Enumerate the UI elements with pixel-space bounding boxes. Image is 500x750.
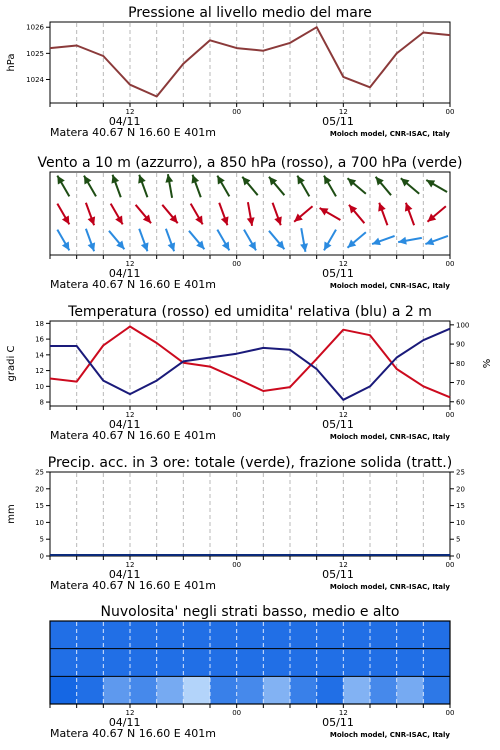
x-tick-label: 12 <box>338 561 348 569</box>
y-tick-label: 16 <box>35 335 44 344</box>
cloud-cell <box>397 621 424 649</box>
wind-arrow <box>111 204 123 225</box>
wind-arrow <box>347 232 365 247</box>
cloud-cell <box>210 649 237 677</box>
x-tick-label: 12 <box>338 260 348 268</box>
wind-arrow <box>57 230 69 251</box>
wind-arrow <box>269 231 284 249</box>
wind-arrow <box>217 176 229 197</box>
y-tick-label: 14 <box>35 351 44 360</box>
wind-arrow <box>109 231 124 249</box>
wind-arrow-head <box>300 243 308 252</box>
wind-arrow <box>244 230 256 251</box>
date-label: 05/11 <box>322 568 354 581</box>
wind-arrow <box>217 230 229 251</box>
wind-arrow <box>191 204 203 225</box>
cloud-cell <box>183 676 210 704</box>
y-tick-label: 1026 <box>26 23 44 32</box>
wind-arrow <box>300 228 308 252</box>
wind-arrow <box>189 231 204 249</box>
wind-arrow <box>347 178 365 193</box>
wind-arrow <box>269 177 284 195</box>
model-credit: Moloch model, CNR-ISAC, Italy <box>329 731 450 739</box>
panel-title: Precip. acc. in 3 ore: totale (verde), frazione solida (tratt.) <box>47 455 453 471</box>
cloud-cell <box>263 649 290 677</box>
humidity-series-line <box>50 329 450 400</box>
wind-arrow <box>86 229 95 252</box>
cloud-cell <box>183 649 210 677</box>
cloud-cell <box>263 621 290 649</box>
x-tick-label: 12 <box>338 411 348 419</box>
date-label: 05/11 <box>322 267 354 280</box>
cloud-cell <box>343 621 370 649</box>
wind-arrow <box>376 177 391 195</box>
x-tick-label: 00 <box>445 709 455 717</box>
x-tick-label: 00 <box>232 108 242 116</box>
cloud-cell <box>103 649 130 677</box>
panel-title: Temperatura (rosso) ed umidita' relativa (blu) a 2 m <box>68 304 432 320</box>
x-tick-label: 00 <box>445 411 455 419</box>
y-axis-label: mm <box>6 504 17 524</box>
cloud-cell <box>157 621 184 649</box>
y-tick-label-right: 20 <box>456 485 465 494</box>
y-tick-label-right: 70 <box>456 379 465 388</box>
wind-arrow <box>136 205 151 223</box>
panel-1 <box>6 5 454 139</box>
panel-2 <box>37 155 462 291</box>
x-tick-label: 00 <box>232 260 242 268</box>
panel-title: Nuvolosita' negli strati basso, medio e alto <box>100 604 400 620</box>
wind-arrow <box>165 174 173 198</box>
y-tick-label-right: 10 <box>456 518 465 527</box>
cloud-cell <box>370 676 397 704</box>
cloud-cell <box>77 676 104 704</box>
date-label: 04/11 <box>108 568 141 581</box>
y-tick-label: 25 <box>35 468 44 477</box>
cloud-cell <box>370 621 397 649</box>
panel-3 <box>6 304 493 442</box>
wind-arrow <box>324 230 336 251</box>
date-label: 05/11 <box>322 418 354 431</box>
cloud-cell <box>130 649 157 677</box>
cloud-cell <box>290 649 317 677</box>
wind-arrow <box>324 176 336 197</box>
wind-arrow <box>378 203 387 226</box>
y-tick-label-right: 5 <box>456 535 461 544</box>
wind-arrow <box>86 203 95 226</box>
model-credit: Moloch model, CNR-ISAC, Italy <box>329 433 450 441</box>
cloud-cell <box>317 649 344 677</box>
cloud-cell <box>290 676 317 704</box>
wind-arrow-head <box>247 217 255 226</box>
y-tick-label: 8 <box>39 398 44 407</box>
cloud-cell <box>397 649 424 677</box>
wind-arrow <box>372 236 395 245</box>
model-credit: Moloch model, CNR-ISAC, Italy <box>329 583 450 591</box>
cloud-cell <box>157 676 184 704</box>
y-tick-label-right: 0 <box>456 552 461 561</box>
wind-arrow <box>112 175 121 198</box>
date-label: 05/11 <box>322 115 354 128</box>
cloud-cell <box>263 676 290 704</box>
location-label: Matera 40.67 N 16.60 E 401m <box>50 429 216 442</box>
wind-arrow <box>294 206 312 221</box>
location-label: Matera 40.67 N 16.60 E 401m <box>50 126 216 139</box>
y-axis-label-right: % <box>482 358 493 369</box>
date-label: 05/11 <box>322 716 354 729</box>
y-tick-label: 10 <box>35 518 44 527</box>
cloud-cell <box>50 676 77 704</box>
cloud-cell <box>50 621 77 649</box>
wind-arrow-head <box>398 237 407 245</box>
wind-arrow <box>405 203 414 226</box>
x-tick-label: 12 <box>125 561 135 569</box>
cloud-cell <box>423 649 450 677</box>
wind-arrow <box>401 178 419 193</box>
date-label: 04/11 <box>108 716 141 729</box>
cloud-cell <box>423 621 450 649</box>
cloud-cell <box>103 621 130 649</box>
panel-5 <box>50 604 454 740</box>
cloud-cell <box>237 649 264 677</box>
x-tick-label: 12 <box>125 709 135 717</box>
y-axis-label: gradi C <box>6 345 17 382</box>
wind-arrow <box>425 236 448 245</box>
cloud-cell <box>77 649 104 677</box>
cloud-cell <box>130 676 157 704</box>
y-axis-label: hPa <box>6 53 17 72</box>
y-tick-label-right: 90 <box>456 340 465 349</box>
y-tick-label: 18 <box>35 319 44 328</box>
y-tick-label-right: 15 <box>456 502 465 511</box>
cloud-cell <box>423 676 450 704</box>
cloud-cell <box>290 621 317 649</box>
x-tick-label: 12 <box>125 108 135 116</box>
y-tick-label-right: 100 <box>456 321 470 330</box>
plot-frame <box>50 472 450 556</box>
y-tick-label: 15 <box>35 502 44 511</box>
x-tick-label: 00 <box>445 108 455 116</box>
wind-arrow <box>427 206 445 221</box>
cloud-cell <box>103 676 130 704</box>
panel-title: Pressione al livello medio del mare <box>128 5 372 21</box>
wind-arrow <box>320 208 341 220</box>
model-credit: Moloch model, CNR-ISAC, Italy <box>329 130 450 138</box>
y-tick-label-right: 80 <box>456 359 465 368</box>
wind-arrow <box>398 237 422 245</box>
cloud-cell <box>317 621 344 649</box>
wind-arrow <box>162 205 177 223</box>
cloud-cell <box>370 649 397 677</box>
x-tick-label: 12 <box>338 709 348 717</box>
wind-arrow <box>242 177 257 195</box>
x-tick-label: 00 <box>445 260 455 268</box>
x-tick-label: 12 <box>338 108 348 116</box>
cloud-cell <box>210 621 237 649</box>
cloud-cell <box>237 621 264 649</box>
y-tick-label: 0 <box>39 552 44 561</box>
cloud-cell <box>157 649 184 677</box>
model-credit: Moloch model, CNR-ISAC, Italy <box>329 282 450 290</box>
x-tick-label: 00 <box>232 709 242 717</box>
x-tick-label: 00 <box>232 561 242 569</box>
y-tick-label-right: 60 <box>456 398 465 407</box>
wind-arrow <box>192 175 201 198</box>
wind-arrow <box>273 203 282 226</box>
wind-arrow <box>139 229 148 252</box>
cloud-cell <box>77 621 104 649</box>
cloud-cell <box>130 621 157 649</box>
cloud-cell <box>397 676 424 704</box>
location-label: Matera 40.67 N 16.60 E 401m <box>50 278 216 291</box>
wind-arrow <box>297 176 309 197</box>
y-tick-label: 1024 <box>26 75 44 84</box>
wind-arrow <box>247 202 255 226</box>
temperature-series-line <box>50 327 450 398</box>
wind-arrow-head <box>165 174 173 183</box>
pressure-series-line <box>50 27 450 96</box>
y-tick-label: 12 <box>35 367 44 376</box>
cloud-cell <box>343 649 370 677</box>
x-tick-label: 12 <box>125 411 135 419</box>
wind-arrow <box>219 203 228 226</box>
panel-title: Vento a 10 m (azzurro), a 850 hPa (rosso), a 700 hPa (verde) <box>37 155 463 171</box>
date-label: 04/11 <box>108 418 141 431</box>
wind-arrow <box>57 176 69 197</box>
location-label: Matera 40.67 N 16.60 E 401m <box>50 579 216 592</box>
wind-arrow <box>349 205 364 223</box>
cloud-cell <box>343 676 370 704</box>
y-tick-label: 20 <box>35 485 44 494</box>
y-tick-label-right: 25 <box>456 468 465 477</box>
x-tick-label: 00 <box>445 561 455 569</box>
panel-4 <box>6 455 465 592</box>
wind-arrow <box>84 176 96 197</box>
y-tick-label: 10 <box>35 382 44 391</box>
x-tick-label: 00 <box>232 411 242 419</box>
cloud-cell <box>237 676 264 704</box>
cloud-cell <box>183 621 210 649</box>
location-label: Matera 40.67 N 16.60 E 401m <box>50 727 216 740</box>
wind-arrow <box>426 180 447 192</box>
cloud-cell <box>317 676 344 704</box>
wind-arrow <box>138 175 147 198</box>
y-tick-label: 5 <box>39 535 44 544</box>
date-label: 04/11 <box>108 115 141 128</box>
wind-arrow <box>57 204 69 225</box>
cloud-cell <box>50 649 77 677</box>
x-tick-label: 12 <box>125 260 135 268</box>
y-tick-label: 1025 <box>26 49 44 58</box>
wind-arrow <box>166 229 175 252</box>
date-label: 04/11 <box>108 267 141 280</box>
cloud-cell <box>210 676 237 704</box>
